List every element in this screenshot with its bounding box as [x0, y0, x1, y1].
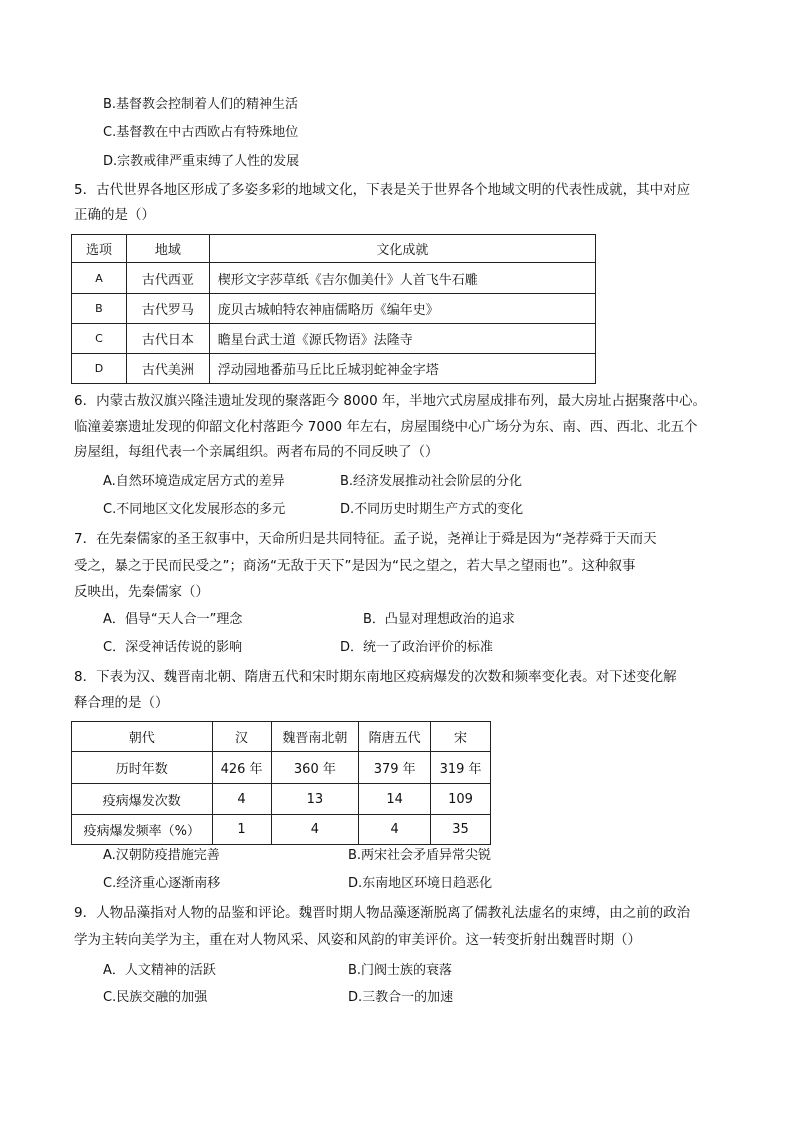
- q5-row-a-achievements: 楔形文字莎草纸《吉尔伽美什》人首飞牛石雕: [209, 263, 595, 294]
- q5-row-b-achievements: 庞贝古城帕特农神庙儒略历《编年史》: [209, 294, 595, 324]
- q6-option-b: B.经济发展推动社会阶层的分化: [340, 474, 523, 489]
- q8-header-weijin: 魏晋南北朝: [271, 722, 359, 752]
- q7-option-a: A．倡导“天人合一”理念: [103, 612, 243, 627]
- q5-header-region: 地域: [126, 235, 209, 263]
- q5-stem-line-2: 正确的是（）: [74, 207, 155, 223]
- q8-row-count-song: 109: [431, 784, 491, 815]
- q8-row-freq-han: 1: [212, 815, 271, 845]
- q5-row-d-achievements: 浮动园地番茄马丘比丘城羽蛇神金字塔: [209, 354, 595, 384]
- q6-option-a: A.自然环境造成定居方式的差异: [103, 474, 285, 489]
- q9-option-a: A．人文精神的活跃: [103, 963, 216, 978]
- q8-row-count-han: 4: [212, 784, 271, 815]
- q8-option-a: A.汉朝防疫措施完善: [103, 848, 220, 863]
- q4-option-b: B.基督教会控制着人们的精神生活: [103, 97, 299, 112]
- q9-option-b: B.门阀士族的衰落: [348, 963, 453, 978]
- q8-option-c: C.经济重心逐渐南移: [103, 876, 221, 891]
- q8-row-count-weijin: 13: [271, 784, 359, 815]
- q7-stem-line-1: 7．在先秦儒家的圣王叙事中，天命所归是共同特征。孟子说，尧禅让于舜是因为“尧荐舜于天而天: [74, 531, 657, 547]
- q7-stem-line-2: 受之，暴之于民而民受之”；商汤“无敌于天下”是因为“民之望之，若大旱之望雨也”。这种叙事: [74, 558, 636, 574]
- q5-row-c-option: C: [72, 324, 127, 354]
- q5-stem-line-1: 5．古代世界各地区形成了多姿多彩的地域文化，下表是关于世界各个地域文明的代表性成就，其中对应: [74, 182, 691, 198]
- q8-row-freq-weijin: 4: [271, 815, 359, 845]
- q8-header-suitang: 隋唐五代: [359, 722, 431, 752]
- q8-table: [71, 721, 491, 845]
- q6-option-c: C.不同地区文化发展形态的多元: [103, 502, 286, 517]
- q5-header-achievements: 文化成就: [209, 235, 595, 263]
- q8-stem-line-2: 释合理的是（）: [74, 695, 169, 711]
- q7-option-c: C．深受神话传说的影响: [103, 640, 243, 655]
- q5-row-b-option: B: [72, 294, 127, 324]
- q5-row-c-achievements: 瞻星台武士道《源氏物语》法隆寺: [209, 324, 595, 354]
- q8-row-years-han: 426 年: [212, 752, 271, 784]
- q5-row-d-region: 古代美洲: [126, 354, 209, 384]
- q5-table: [71, 234, 596, 384]
- q6-option-d: D.不同历史时期生产方式的变化: [340, 502, 524, 517]
- q8-stem-line-1: 8．下表为汉、魏晋南北朝、隋唐五代和宋时期东南地区疫病爆发的次数和频率变化表。对下述变化解: [74, 669, 677, 685]
- q8-header-dynasty: 朝代: [72, 722, 213, 752]
- q7-stem-line-3: 反映出，先秦儒家（）: [74, 584, 209, 600]
- q5-row-d-option: D: [72, 354, 127, 384]
- q7-option-b: B．凸显对理想政治的追求: [363, 612, 515, 627]
- q8-row-years-weijin: 360 年: [271, 752, 359, 784]
- q5-header-option: 选项: [72, 235, 127, 263]
- q8-option-b: B.两宋社会矛盾异常尖锐: [348, 848, 492, 863]
- q5-row-b-region: 古代罗马: [126, 294, 209, 324]
- q9-stem-line-1: 9．人物品藻指对人物的品鉴和评论。魏晋时期人物品藻逐渐脱离了儒教礼法虚名的束缚，由之前的政治: [74, 905, 691, 921]
- q5-row-a-region: 古代西亚: [126, 263, 209, 294]
- q8-row-years-song: 319 年: [431, 752, 491, 784]
- q8-header-han: 汉: [212, 722, 271, 752]
- q9-option-c: C.民族交融的加强: [103, 990, 208, 1005]
- q5-row-a-option: A: [72, 263, 127, 294]
- q8-row-count-label: 疫病爆发次数: [72, 784, 213, 815]
- q4-option-d: D.宗教戒律严重束缚了人性的发展: [103, 154, 300, 169]
- q8-header-song: 宋: [431, 722, 491, 752]
- q8-option-d: D.东南地区环境日趋恶化: [348, 876, 493, 891]
- q6-stem-line-2: 临潼姜寨遗址发现的仰韶文化村落距今 7000 年左右，房屋围绕中心广场分为东、南、西、西北、北五个: [74, 419, 698, 435]
- q8-row-years-suitang: 379 年: [359, 752, 431, 784]
- q6-stem-line-1: 6．内蒙古敖汉旗兴隆洼遗址发现的聚落距今 8000 年，半地穴式房屋成排布列，最大房址占据聚落中心。: [74, 393, 707, 409]
- q9-option-d: D.三教合一的加速: [348, 990, 454, 1005]
- q5-row-c-region: 古代日本: [126, 324, 209, 354]
- q8-row-freq-suitang: 4: [359, 815, 431, 845]
- q7-option-d: D．统一了政治评价的标准: [340, 640, 494, 655]
- q8-row-freq-song: 35: [431, 815, 491, 845]
- q8-row-years-label: 历时年数: [72, 752, 213, 784]
- q8-row-count-suitang: 14: [359, 784, 431, 815]
- q9-stem-line-2: 学为主转向美学为主，重在对人物风采、风姿和风韵的审美评价。这一转变折射出魏晋时期（）: [74, 932, 641, 948]
- q4-option-c: C.基督教在中古西欧占有特殊地位: [103, 125, 299, 140]
- q8-row-freq-label: 疫病爆发频率（%）: [72, 815, 213, 845]
- q6-stem-line-3: 房屋组，每组代表一个亲属组织。两者布局的不同反映了（）: [74, 444, 439, 460]
